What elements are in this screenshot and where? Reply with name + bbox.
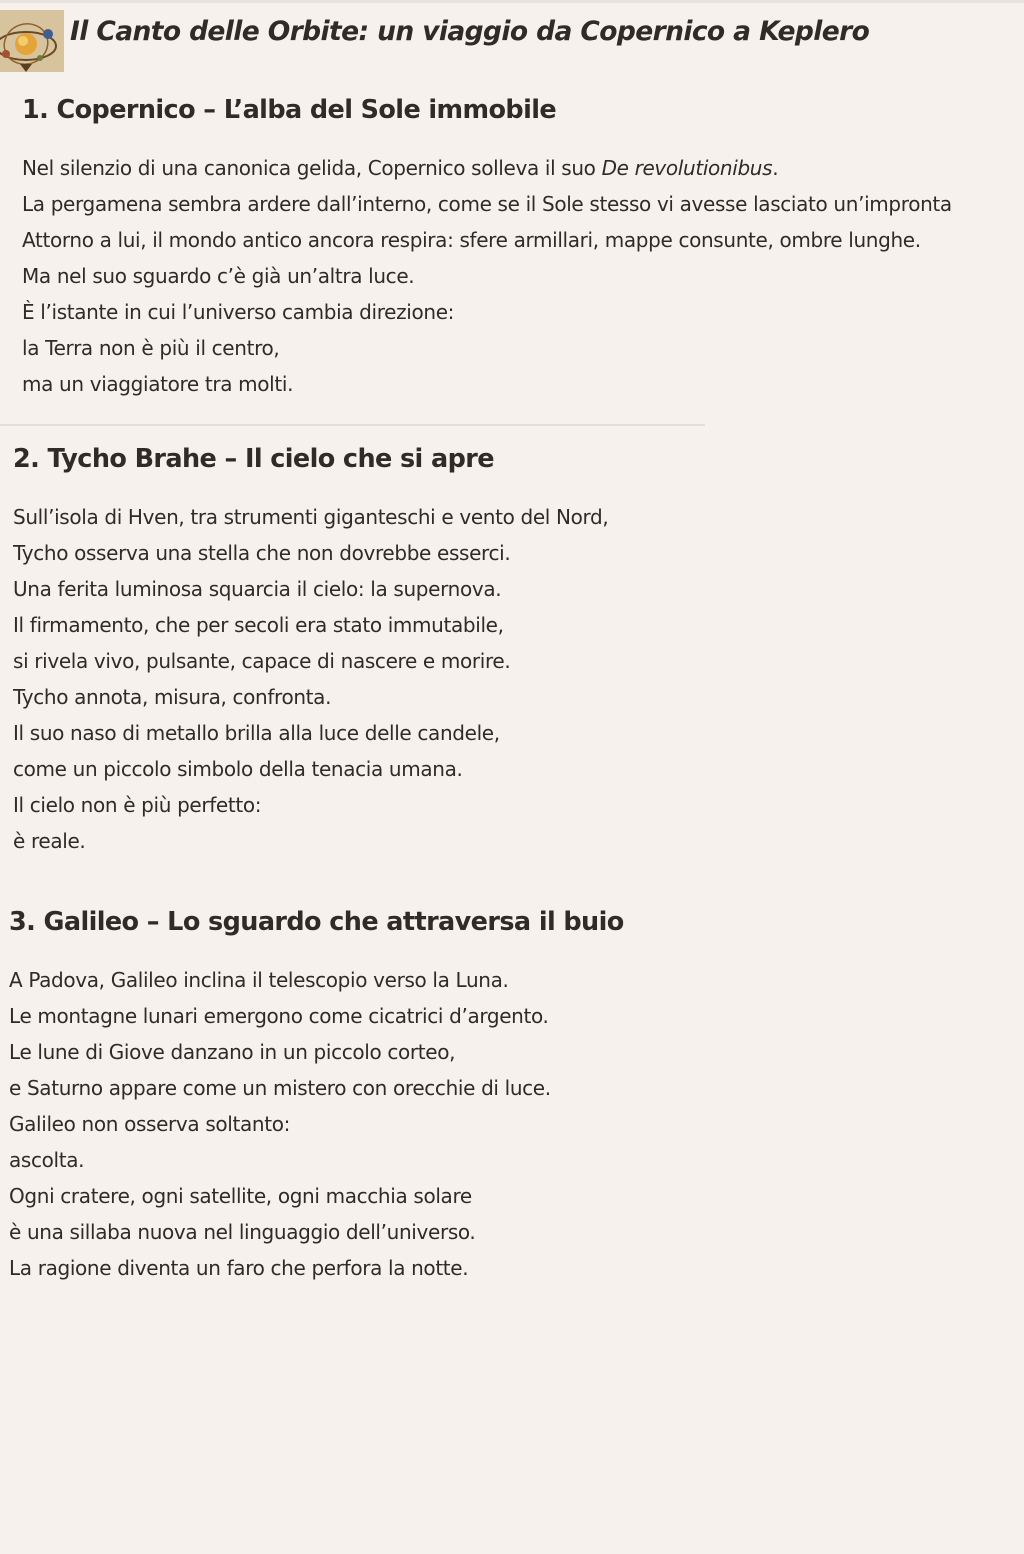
- verse-line: Il suo naso di metallo brilla alla luce delle candele,: [13, 721, 500, 745]
- verse-line: Il cielo non è più perfetto:: [13, 793, 262, 817]
- verse-line: Ma nel suo sguardo c’è già un’altra luce.: [22, 264, 415, 288]
- verse-line: Galileo non osserva soltanto:: [9, 1112, 290, 1136]
- verse-line: e Saturno appare come un mistero con orecchie di luce.: [9, 1076, 551, 1100]
- verse-line: come un piccolo simbolo della tenacia umana.: [13, 757, 463, 781]
- verse-line: Le lune di Giove danzano in un piccolo corteo,: [9, 1040, 456, 1064]
- verse-line: [22, 150, 1024, 186]
- verse-line-end: .: [772, 156, 779, 180]
- verse-line: è reale.: [13, 829, 86, 853]
- verse-line: Tycho osserva una stella che non dovrebbe esserci.: [13, 541, 511, 565]
- section-tycho-brahe: [13, 441, 1024, 859]
- verse-line: Sull’isola di Hven, tra strumenti giganteschi e vento del Nord,: [13, 505, 609, 529]
- verse-line: La pergamena sembra ardere dall’interno, come se il Sole stesso vi avesse lasciato un’impronta: [22, 192, 952, 216]
- orrery-thumbnail: [0, 10, 64, 72]
- section-copernico: [22, 92, 1024, 402]
- verse-line: è una sillaba nuova nel linguaggio dell’universo.: [9, 1220, 476, 1244]
- verse-line: La ragione diventa un faro che perfora la notte.: [9, 1256, 469, 1280]
- verse-line: Le montagne lunari emergono come cicatrici d’argento.: [9, 1004, 549, 1028]
- section-heading: 2. Tycho Brahe – Il cielo che si apre: [13, 444, 494, 474]
- verse-line: Ogni cratere, ogni satellite, ogni macchia solare: [9, 1184, 472, 1208]
- top-rule: [0, 0, 1024, 3]
- verse-list: [22, 150, 1024, 402]
- verse-line: Una ferita luminosa squarcia il cielo: la supernova.: [13, 577, 502, 601]
- book-title: De revolutionibus: [601, 156, 773, 180]
- verse-line: È l’istante in cui l’universo cambia direzione:: [22, 300, 455, 324]
- document-header: [0, 10, 1024, 74]
- verse-line: ascolta.: [9, 1148, 85, 1172]
- verse-line: Tycho annota, misura, confronta.: [13, 685, 332, 709]
- verse-line: ma un viaggiatore tra molti.: [22, 372, 294, 396]
- verse-line: A Padova, Galileo inclina il telescopio verso la Luna.: [9, 968, 509, 992]
- verse-line: si rivela vivo, pulsante, capace di nascere e morire.: [13, 649, 511, 673]
- verse-list: [9, 962, 1024, 1286]
- document-title: Il Canto delle Orbite: un viaggio da Copernico a Keplero: [70, 16, 870, 47]
- verse-line: Attorno a lui, il mondo antico ancora respira: sfere armillari, mappe consunte, ombre lunghe.: [22, 228, 921, 252]
- section-galileo: [9, 904, 1024, 1286]
- verse-line-text: Nel silenzio di una canonica gelida, Copernico solleva il suo: [22, 156, 596, 180]
- orrery-icon: [0, 10, 64, 72]
- section-divider: [0, 424, 705, 426]
- verse-line: Il firmamento, che per secoli era stato immutabile,: [13, 613, 504, 637]
- section-heading: 3. Galileo – Lo sguardo che attraversa il buio: [9, 907, 624, 937]
- verse-line: la Terra non è più il centro,: [22, 336, 280, 360]
- verse-list: [13, 499, 1024, 859]
- section-heading: 1. Copernico – L’alba del Sole immobile: [22, 95, 557, 125]
